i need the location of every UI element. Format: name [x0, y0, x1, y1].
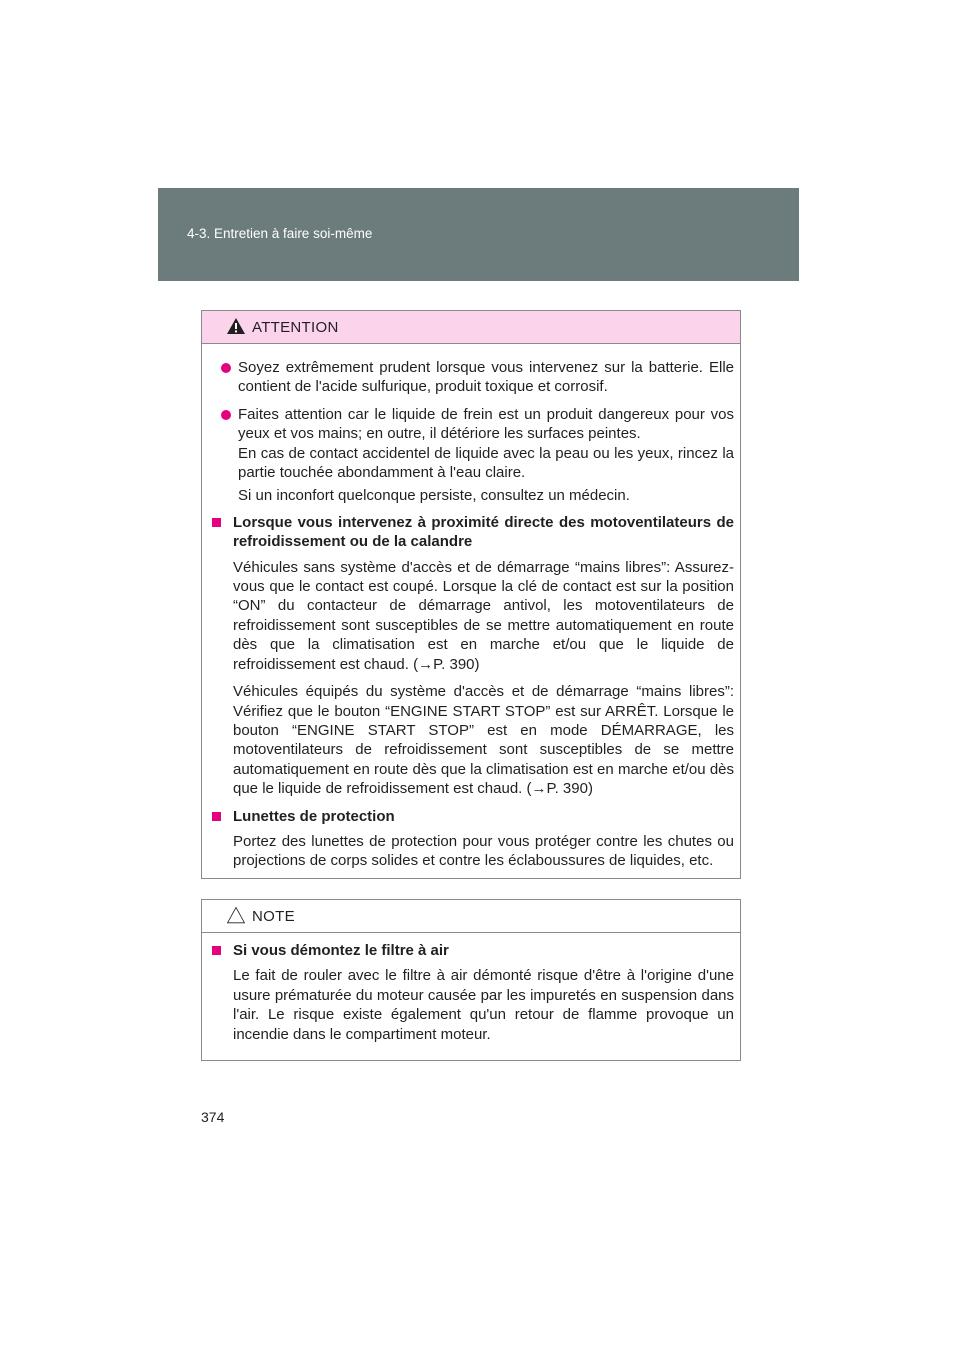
- note-box: [201, 899, 741, 1061]
- warning-outline-icon: [226, 906, 246, 924]
- attention-title: ATTENTION: [252, 319, 339, 336]
- bullet-text: Soyez extrêmement prudent lorsque vous intervenez sur la batterie. Elle contient de l'acide sulfurique, produit toxique et corrosif.: [238, 359, 734, 396]
- attention-section-heading: [212, 807, 734, 826]
- square-bullet-icon: [212, 518, 221, 527]
- paragraph: Portez des lunettes de protection pour vous protéger contre les chutes ou projections de corps solides et contre les éclaboussures de liquides, etc.: [233, 832, 734, 870]
- bullet-text-continued: En cas de contact accidentel de liquide avec la peau ou les yeux, rincez la partie touchée abondamment à l'eau claire.: [238, 444, 734, 482]
- attention-body: [202, 358, 740, 879]
- circle-bullet-icon: [221, 363, 231, 373]
- attention-header: [202, 311, 740, 344]
- paragraph: Véhicules équipés du système d'accès et de démarrage “mains libres”: Vérifiez que le bouton “ENGINE START STOP” est sur ARRÊT. Lorsque le bouton “ENGINE START STOP” est en mode DÉMARRAGE, les motoventilateurs de refroidissement sont susceptibles de se mettre automatiquement en route dès que la climatisation est en marche et/ou dès que le liquide de refroidissement est chaud. (→P. 390): [233, 683, 734, 798]
- paragraph: Le fait de rouler avec le filtre à air démonté risque d'être à l'origine d'une usure prématurée du moteur causée par les impuretés en suspension dans l'air. Le risque existe également qu'un retour de flamme provoque un incendie dans le compartiment moteur.: [233, 967, 734, 1043]
- bullet-text-continued: Si un inconfort quelconque persiste, consultez un médecin.: [238, 487, 630, 505]
- note-section-heading: [212, 941, 734, 960]
- square-bullet-icon: [212, 812, 221, 821]
- circle-bullet-icon: [221, 410, 231, 420]
- paragraph: Véhicules sans système d'accès et de démarrage “mains libres”: Assurez-vous que le contact est coupé. Lorsque la clé de contact est sur la position “ON” du contacteur de démarrage antivol, les motoventilateurs de refroidissement sont susceptibles de se mettre automatiquement en route dès que la climatisation est en marche et/ou que le liquide de refroidissement est chaud. (→P. 390): [233, 558, 734, 673]
- attention-section-heading: [212, 513, 734, 552]
- warning-filled-icon: [226, 317, 246, 335]
- attention-bullet: [212, 405, 734, 483]
- page-number: 374: [201, 1109, 225, 1125]
- section-heading-text: Lunettes de protection: [233, 807, 395, 825]
- note-title: NOTE: [252, 908, 295, 925]
- section-title: 4-3. Entretien à faire soi-même: [187, 226, 373, 241]
- square-bullet-icon: [212, 946, 221, 955]
- attention-box: [201, 310, 741, 879]
- note-header: [202, 900, 740, 933]
- bullet-text: Faites attention car le liquide de frein est un produit dangereux pour vos yeux et vos mains; en outre, il détériore les surfaces peintes.: [238, 405, 734, 443]
- note-body: [202, 941, 740, 1052]
- section-heading-text: Lorsque vous intervenez à proximité directe des motoventilateurs de refroidissement ou de la calandre: [233, 513, 734, 551]
- attention-bullet: [212, 358, 734, 397]
- section-header-band: [158, 188, 799, 281]
- section-heading-text: Si vous démontez le filtre à air: [233, 942, 449, 959]
